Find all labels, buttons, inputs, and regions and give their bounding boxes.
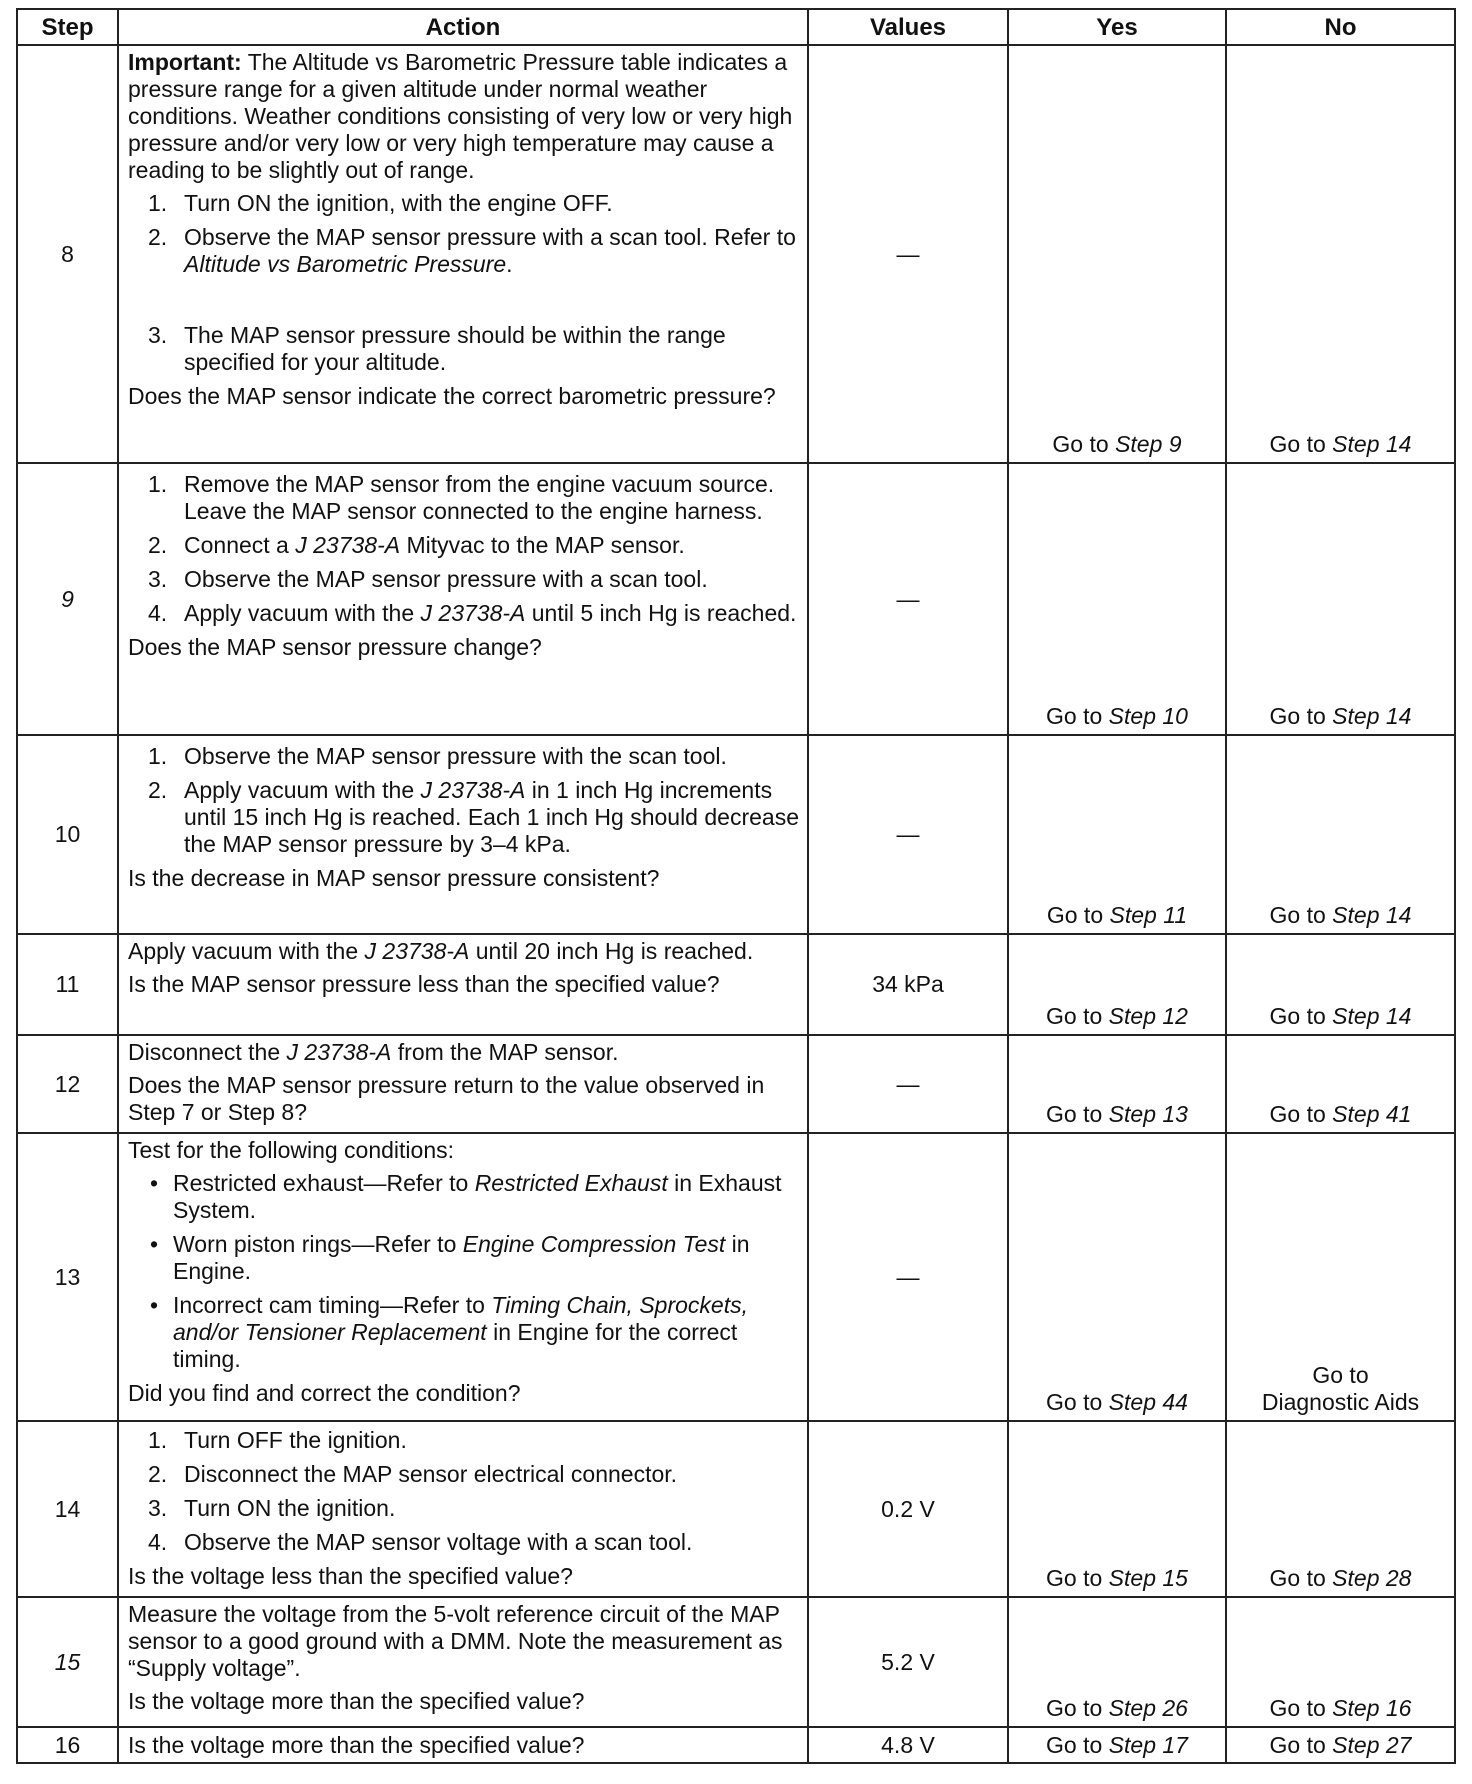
list-item: 1. Observe the MAP sensor pressure with the scan tool. xyxy=(148,743,727,769)
action-steps xyxy=(128,471,799,627)
yes-cell[interactable]: Go to Step 9 xyxy=(1008,45,1226,463)
instruction: Test for the following conditions: xyxy=(128,1137,455,1163)
action-cell xyxy=(118,1133,808,1421)
step-number: 10 xyxy=(17,735,118,934)
header-no: No xyxy=(1226,9,1455,45)
question: Is the voltage less than the specified value? xyxy=(128,1563,573,1589)
list-item: 3. Observe the MAP sensor pressure with a scan tool. xyxy=(148,566,708,592)
important-label: Important: xyxy=(128,49,242,75)
action-cell xyxy=(118,463,808,735)
condition-list xyxy=(128,1170,799,1373)
yes-cell[interactable]: Go to Step 26 xyxy=(1008,1597,1226,1727)
instruction: Measure the voltage from the 5-volt reference circuit of the MAP sensor to a good ground with a DMM. Note the measurement as “Supply voltage”. xyxy=(128,1601,783,1681)
yes-cell[interactable]: Go to Step 44 xyxy=(1008,1133,1226,1421)
value-cell: — xyxy=(808,463,1008,735)
tool-name: J 23738-A xyxy=(420,600,526,626)
tool-name: J 23738-A xyxy=(364,938,470,964)
header-step: Step xyxy=(17,9,118,45)
step-number: 15 xyxy=(17,1597,118,1727)
question: Did you find and correct the condition? xyxy=(128,1380,521,1406)
value-cell: 4.8 V xyxy=(808,1727,1008,1763)
table-row-step-10 xyxy=(17,735,1455,934)
diagnostic-table-page xyxy=(16,8,1454,1764)
reference-link: Restricted Exhaust xyxy=(474,1170,668,1196)
list-item: 2. Observe the MAP sensor pressure with a scan tool. Refer to Altitude vs Barometric Pressure. xyxy=(148,224,796,277)
table-row-step-13 xyxy=(17,1133,1455,1421)
value-cell: 5.2 V xyxy=(808,1597,1008,1727)
no-cell[interactable]: Go to Step 16 xyxy=(1226,1597,1455,1727)
yes-cell[interactable]: Go to Step 10 xyxy=(1008,463,1226,735)
tool-name: J 23738-A xyxy=(295,532,401,558)
value-cell: 0.2 V xyxy=(808,1421,1008,1597)
table-row-step-16 xyxy=(17,1727,1455,1763)
value-cell: — xyxy=(808,45,1008,463)
value-cell: — xyxy=(808,735,1008,934)
yes-cell[interactable]: Go to Step 11 xyxy=(1008,735,1226,934)
no-cell[interactable]: Go to Step 28 xyxy=(1226,1421,1455,1597)
question: Is the voltage more than the specified value? xyxy=(128,1688,585,1714)
reference-link: Timing Chain, Sprockets, and/or Tensioner Replacement xyxy=(173,1292,748,1345)
no-cell[interactable]: Go to Step 41 xyxy=(1226,1035,1455,1133)
diagnostic-table xyxy=(16,8,1456,1764)
list-item: • Worn piston rings—Refer to Engine Compression Test in Engine. xyxy=(150,1231,750,1284)
table-row-step-8 xyxy=(17,45,1455,463)
table-row-step-14 xyxy=(17,1421,1455,1597)
step-number: 13 xyxy=(17,1133,118,1421)
step-number: 16 xyxy=(17,1727,118,1763)
question: Does the MAP sensor pressure change? xyxy=(128,634,542,660)
question: Is the voltage more than the specified value? xyxy=(128,1731,585,1758)
list-item: 3. The MAP sensor pressure should be within the range specified for your altitude. xyxy=(148,322,726,375)
list-item: 2. Apply vacuum with the J 23738-A in 1 inch Hg increments until 15 inch Hg is reached. Each 1 inch Hg should decrease the MAP sensor pressure by 3–4 kPa. xyxy=(148,777,799,857)
value-cell: 34 kPa xyxy=(808,934,1008,1035)
list-item: 2. Connect a J 23738-A Mityvac to the MAP sensor. xyxy=(148,532,685,558)
table-row-step-11 xyxy=(17,934,1455,1035)
header-row xyxy=(17,9,1455,45)
yes-cell[interactable]: Go to Step 15 xyxy=(1008,1421,1226,1597)
action-cell xyxy=(118,1421,808,1597)
action-cell xyxy=(118,1597,808,1727)
yes-cell[interactable]: Go to Step 12 xyxy=(1008,934,1226,1035)
step-number: 12 xyxy=(17,1035,118,1133)
table-row-step-15 xyxy=(17,1597,1455,1727)
list-item: 4. Apply vacuum with the J 23738-A until 5 inch Hg is reached. xyxy=(148,600,797,626)
value-cell: — xyxy=(808,1035,1008,1133)
list-item: 1. Remove the MAP sensor from the engine vacuum source. Leave the MAP sensor connected to the engine harness. xyxy=(148,471,775,524)
action-steps xyxy=(128,1427,799,1556)
step-number: 8 xyxy=(17,45,118,463)
question: Is the MAP sensor pressure less than the specified value? xyxy=(128,971,720,997)
question: Is the decrease in MAP sensor pressure consistent? xyxy=(128,865,660,891)
no-cell[interactable]: Go to Step 14 xyxy=(1226,45,1455,463)
action-cell xyxy=(118,45,808,463)
question: Does the MAP sensor indicate the correct barometric pressure? xyxy=(128,383,776,409)
action-cell xyxy=(118,934,808,1035)
no-cell[interactable]: Go to Step 27 xyxy=(1226,1727,1455,1763)
list-item: 1. Turn OFF the ignition. xyxy=(148,1427,407,1453)
list-item: 2. Disconnect the MAP sensor electrical connector. xyxy=(148,1461,678,1487)
header-values: Values xyxy=(808,9,1008,45)
step-number: 9 xyxy=(17,463,118,735)
table-row-step-9 xyxy=(17,463,1455,735)
yes-cell[interactable]: Go to Step 17 xyxy=(1008,1727,1226,1763)
list-item: 1. Turn ON the ignition, with the engine OFF. xyxy=(148,190,613,216)
value-cell: — xyxy=(808,1133,1008,1421)
no-cell[interactable]: Go to Step 14 xyxy=(1226,735,1455,934)
list-item: • Incorrect cam timing—Refer to Timing Chain, Sprockets, and/or Tensioner Replacement in Engine for the correct timing. xyxy=(150,1292,748,1372)
header-yes: Yes xyxy=(1008,9,1226,45)
question: Does the MAP sensor pressure return to the value observed in Step 7 or Step 8? xyxy=(128,1072,765,1125)
instruction: Apply vacuum with the J 23738-A until 20 inch Hg is reached. xyxy=(128,938,754,964)
header-action: Action xyxy=(118,9,808,45)
step-number: 11 xyxy=(17,934,118,1035)
instruction: Disconnect the J 23738-A from the MAP sensor. xyxy=(128,1039,619,1065)
action-steps xyxy=(128,743,799,858)
no-cell[interactable]: Go to Step 14 xyxy=(1226,934,1455,1035)
action-cell xyxy=(118,1727,808,1763)
action-steps xyxy=(128,190,799,376)
action-cell xyxy=(118,1035,808,1133)
list-item: 4. Observe the MAP sensor voltage with a scan tool. xyxy=(148,1529,693,1555)
reference-link: Altitude vs Barometric Pressure xyxy=(184,251,507,277)
step-number: 14 xyxy=(17,1421,118,1597)
important-note xyxy=(128,49,799,184)
important-text: The Altitude vs Barometric Pressure table indicates a pressure range for a given altitude under normal weather conditions. Weather conditions consisting of very low or very high pressure and/or very low or very high temperature may cause a reading to be slightly out of range. xyxy=(128,49,793,183)
no-cell[interactable]: Go to Step 14 xyxy=(1226,463,1455,735)
no-cell[interactable]: Go to Diagnostic Aids xyxy=(1226,1133,1455,1421)
action-cell xyxy=(118,735,808,934)
spacer xyxy=(128,285,799,315)
tool-name: J 23738-A xyxy=(420,777,526,803)
yes-cell[interactable]: Go to Step 13 xyxy=(1008,1035,1226,1133)
list-item: • Restricted exhaust—Refer to Restricted Exhaust in Exhaust System. xyxy=(150,1170,782,1223)
reference-link: Engine Compression Test xyxy=(462,1231,726,1257)
table-row-step-12 xyxy=(17,1035,1455,1133)
tool-name: J 23738-A xyxy=(286,1039,392,1065)
list-item: 3. Turn ON the ignition. xyxy=(148,1495,396,1521)
